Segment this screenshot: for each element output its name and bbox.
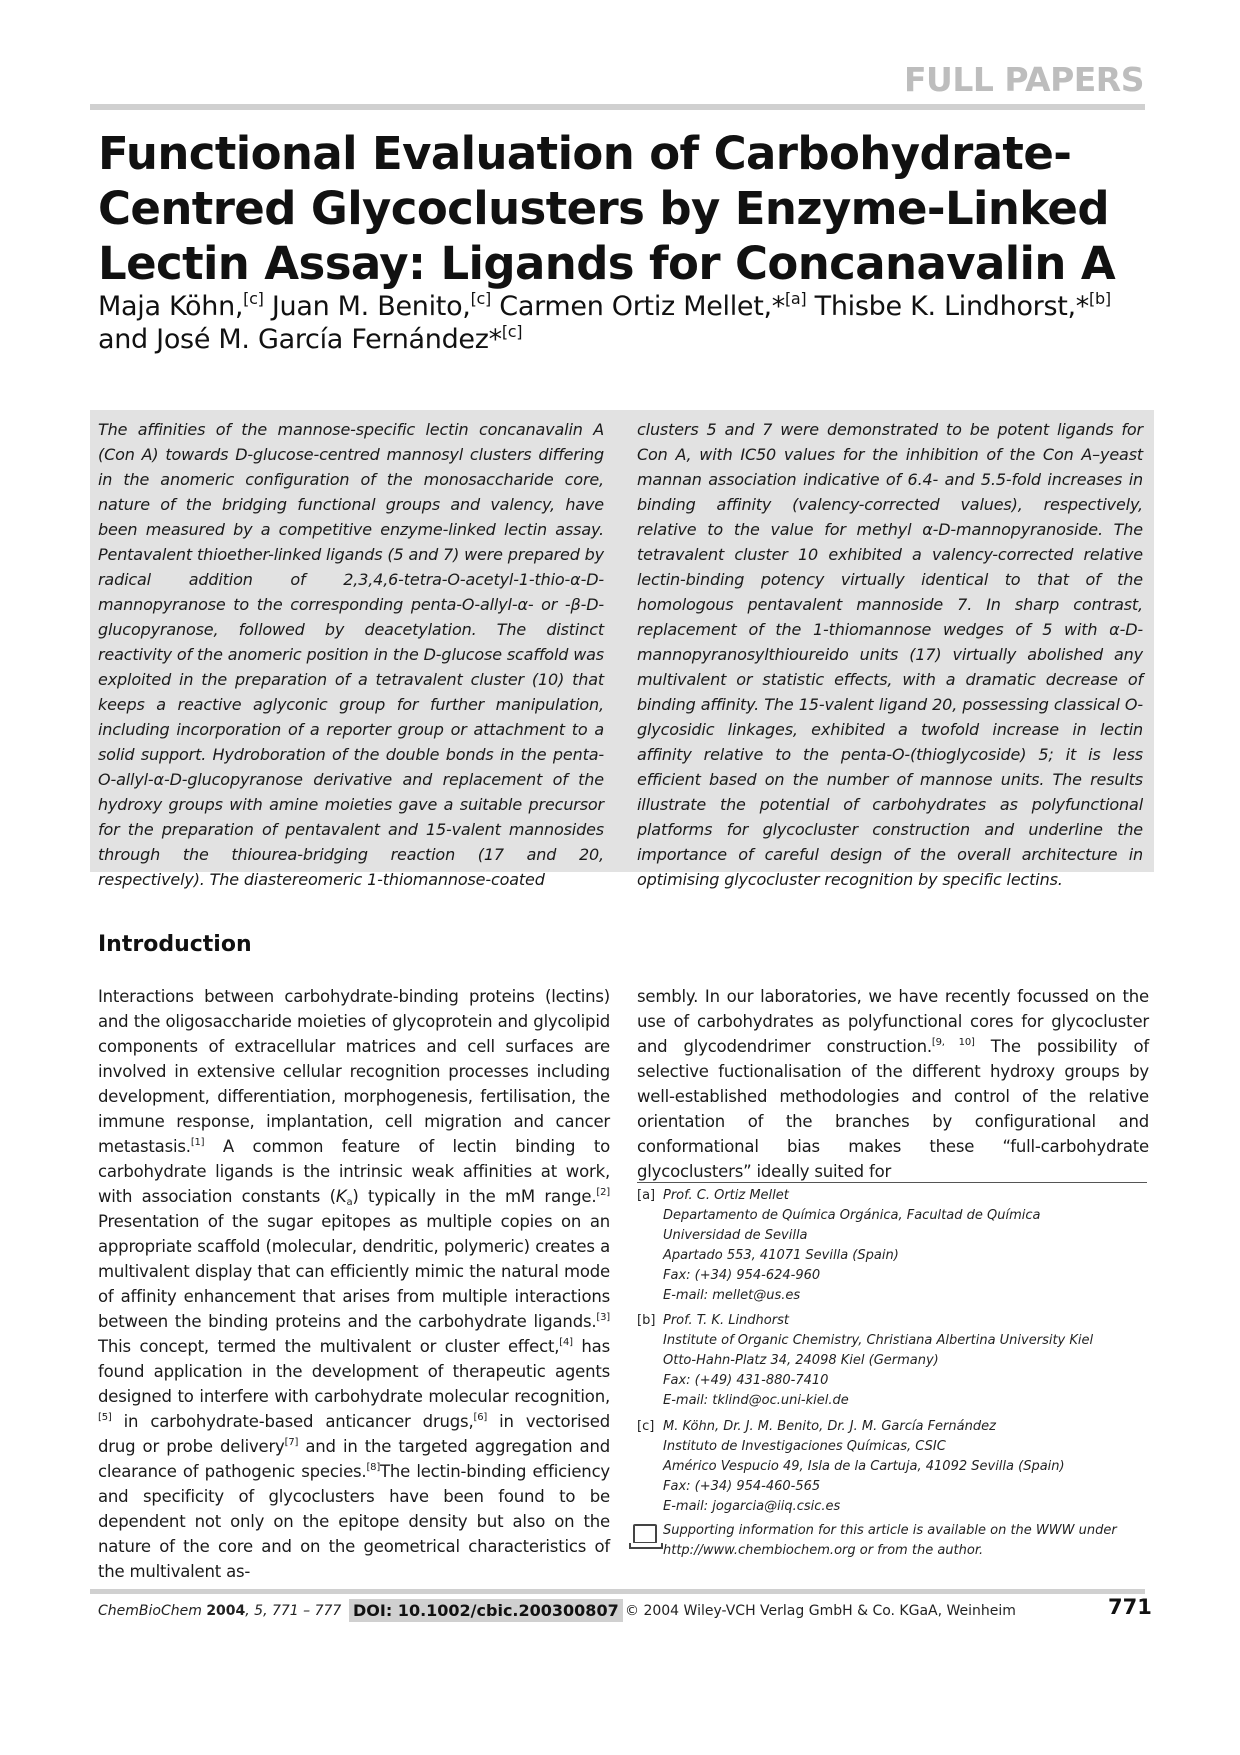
citation-ref[interactable]: [6] — [473, 1412, 488, 1423]
intro-column-1 — [98, 984, 610, 1584]
affiliation-divider — [637, 1182, 1147, 1183]
affiliation-a — [637, 1186, 1152, 1306]
journal-name: ChemBioChem — [98, 1603, 202, 1619]
affiliation-line: Fax: (+34) 954-460-565 — [663, 1479, 821, 1494]
affiliation-email[interactable]: E-mail: jogarcia@iiq.csic.es — [663, 1499, 841, 1514]
affiliation-tag: [c] — [637, 1419, 655, 1434]
intro-text: Presentation of the sugar epitopes as multiple copies on an appropriate scaffold (molecular, dendritic, polymeric) creates a multivalent display that can efficiently mimic the natural mode of affinity enhancement that arises from multiple interactions between the binding proteins and the carbohydrate ligands. — [98, 1212, 610, 1331]
intro-text: in vectorised drug or probe delivery — [98, 1412, 610, 1456]
affiliation-line: Otto-Hahn-Platz 34, 24098 Kiel (Germany) — [663, 1353, 939, 1368]
journal-year: 2004 — [206, 1603, 246, 1619]
author-name: Maja Köhn, — [98, 291, 244, 322]
author-name: Thisbe K. Lindhorst,* — [814, 291, 1090, 322]
intro-text: A common feature of lectin binding to carbohydrate ligands is the intrinsic weak affinities at work, with association constants ( — [98, 1137, 610, 1206]
affiliation-b — [637, 1311, 1152, 1411]
intro-text: The lectin-binding efficiency and specificity of glycoclusters have been found to be dependent not only on the epitope density but also on the nature of the core and on the geometrical characteristics of the multivalent as- — [98, 1462, 610, 1581]
abstract-column-2: clusters 5 and 7 were demonstrated to be potent ligands for Con A, with IC50 values for the inhibition of the Con A–yeast mannan association indicative of 6.4- and 5.5-fold increases in binding affinity (valency-corrected values), respectively, relative to the value for methyl α-D-mannopyranoside. The tetravalent cluster 10 exhibited a valency-corrected relative lectin-binding potency virtually identical to that of the homologous pentavalent mannoside 7. In sharp contrast, replacement of the 1-thiomannose wedges of 5 with α-D-mannopyranosylthioureido units (17) virtually abolished any multivalent or statistic effects, with a dramatic decrease of binding affinity. The 15-valent ligand 20, possessing classical O-glycosidic linkages, exhibited a twofold increase in lectin affinity relative to the penta-O-(thioglycoside) 5; it is less efficient based on the number of mannose units. The results illustrate the potential of carbohydrates as polyfunctional platforms for glycocluster construction and underline the importance of careful design of the overall architecture in optimising glycocluster recognition by specific lectins. — [637, 420, 1143, 889]
author-affiliation: [c] — [243, 289, 264, 308]
author-name: Juan M. Benito, — [271, 291, 471, 322]
computer-icon — [633, 1524, 657, 1544]
intro-text: ) typically in the mM range. — [352, 1187, 597, 1206]
citation-ref[interactable]: [3] — [596, 1312, 610, 1323]
variable-k-subscript: a — [346, 1197, 353, 1208]
affiliation-line: Departamento de Química Orgánica, Facultad de Química — [663, 1208, 1041, 1223]
intro-text: The possibility of selective fuctionalisation of the different hydroxy groups by well-established methodologies and control of the relative orientation of the branches by configurational and conformational bias makes these “full-carbohydrate glycoclusters” ideally suited for — [637, 1037, 1149, 1181]
affiliation-line: Prof. T. K. Lindhorst — [663, 1313, 789, 1328]
affiliation-line: M. Köhn, Dr. J. M. Benito, Dr. J. M. García Fernández — [663, 1419, 996, 1434]
article-title: Functional Evaluation of Carbohydrate-Centred Glycoclusters by Enzyme-Linked Lectin Assay: Ligands for Concanavalin A — [98, 127, 1116, 290]
affiliation-line: Instituto de Investigaciones Químicas, CSIC — [663, 1439, 946, 1454]
intro-text: This concept, termed the multivalent or cluster effect, — [98, 1337, 560, 1356]
citation-ref[interactable]: [2] — [596, 1187, 610, 1198]
affiliation-line: Universidad de Sevilla — [663, 1228, 808, 1243]
author-list — [98, 290, 1148, 356]
doi-link[interactable]: DOI: 10.1002/cbic.200300807 — [349, 1599, 623, 1622]
author-affiliation: [c] — [501, 322, 523, 341]
author-affiliation: [c] — [470, 289, 491, 308]
affiliation-line: Prof. C. Ortiz Mellet — [663, 1188, 789, 1203]
intro-text: Interactions between carbohydrate-binding proteins (lectins) and the oligosaccharide moieties of glycoprotein and glycolipid components of extracellular matrices and cell surfaces are involved in extensive cellular recognition processes including development, differentiation, morphogenesis, fertilisation, the immune response, implantation, cell migration and cancer metastasis. — [98, 987, 610, 1156]
affiliation-line: Apartado 553, 41071 Sevilla (Spain) — [663, 1248, 899, 1263]
variable-k: K — [335, 1187, 347, 1206]
top-rule — [90, 104, 1145, 110]
journal-volume-pages: , 5, 771 – 777 — [245, 1603, 342, 1619]
affiliation-line: Américo Vespucio 49, Isla de la Cartuja, 41092 Sevilla (Spain) — [663, 1459, 1065, 1474]
affiliation-tag: [a] — [637, 1188, 656, 1203]
affiliation-line: Institute of Organic Chemistry, Christiana Albertina University Kiel — [663, 1333, 1094, 1348]
copyright: © 2004 Wiley-VCH Verlag GmbH & Co. KGaA, Weinheim — [625, 1603, 1016, 1619]
section-label: FULL PAPERS — [904, 60, 1144, 99]
author-name: and José M. García Fernández* — [98, 324, 502, 355]
citation-ref[interactable]: [5] — [98, 1412, 112, 1423]
supporting-info-note[interactable]: Supporting information for this article is available on the WWW under http://www.chembiochem.org or from the author. — [663, 1523, 1117, 1558]
affiliation-email[interactable]: E-mail: mellet@us.es — [663, 1288, 801, 1303]
citation-ref[interactable]: [4] — [559, 1337, 573, 1348]
affiliation-line: Fax: (+34) 954-624-960 — [663, 1268, 821, 1283]
citation-ref[interactable]: [1] — [190, 1137, 205, 1148]
intro-text: in carbohydrate-based anticancer drugs, — [111, 1412, 474, 1431]
footer-rule — [90, 1589, 1145, 1594]
footer-citation — [98, 1603, 341, 1619]
citation-ref[interactable]: [9, 10] — [931, 1037, 975, 1048]
intro-text: and in the targeted aggregation and clearance of pathogenic species. — [98, 1437, 610, 1481]
author-affiliation: [b] — [1089, 289, 1111, 308]
intro-column-2 — [637, 984, 1149, 1184]
author-name: Carmen Ortiz Mellet,* — [499, 291, 785, 322]
affiliation-email[interactable]: E-mail: tklind@oc.uni-kiel.de — [663, 1393, 849, 1408]
author-affiliation: [a] — [784, 289, 807, 308]
introduction-heading: Introduction — [98, 932, 252, 957]
citation-ref[interactable]: [8] — [366, 1462, 381, 1473]
affiliation-tag: [b] — [637, 1313, 656, 1328]
page-number: 771 — [1108, 1595, 1152, 1619]
citation-ref[interactable]: [7] — [284, 1437, 299, 1448]
affiliation-c — [637, 1417, 1152, 1517]
intro-text: has found application in the development of therapeutic agents designed to interfere with carbohydrate molecular recognition, — [98, 1337, 610, 1406]
affiliation-line: Fax: (+49) 431-880-7410 — [663, 1373, 829, 1388]
intro-text: sembly. In our laboratories, we have recently focussed on the use of carbohydrates as polyfunctional cores for glycocluster and glycodendrimer construction. — [637, 987, 1149, 1056]
abstract-column-1: The affinities of the mannose-specific lectin concanavalin A (Con A) towards D-glucose-centred mannosyl clusters differing in the anomeric configuration of the monosaccharide core, nature of the bridging functional groups and valency, have been measured by a competitive enzyme-linked lectin assay. Pentavalent thioether-linked ligands (5 and 7) were prepared by radical addition of 2,3,4,6-tetra-O-acetyl-1-thio-α-D-mannopyranose to the corresponding penta-O-allyl-α- or -β-D-glucopyranose, followed by deacetylation. The distinct reactivity of the anomeric position in the D-glucose scaffold was exploited in the preparation of a tetravalent cluster (10) that keeps a reactive aglyconic group for further manipulation, including incorporation of a reporter group or attachment to a solid support. Hydroboration of the double bonds in the penta-O-allyl-α-D-glucopyranose derivative and replacement of the hydroxy groups with amine moieties gave a suitable precursor for the preparation of pentavalent and 15-valent mannosides through the thiourea-bridging reaction (17 and 20, respectively). The diastereomeric 1-thiomannose-coated — [98, 420, 604, 889]
